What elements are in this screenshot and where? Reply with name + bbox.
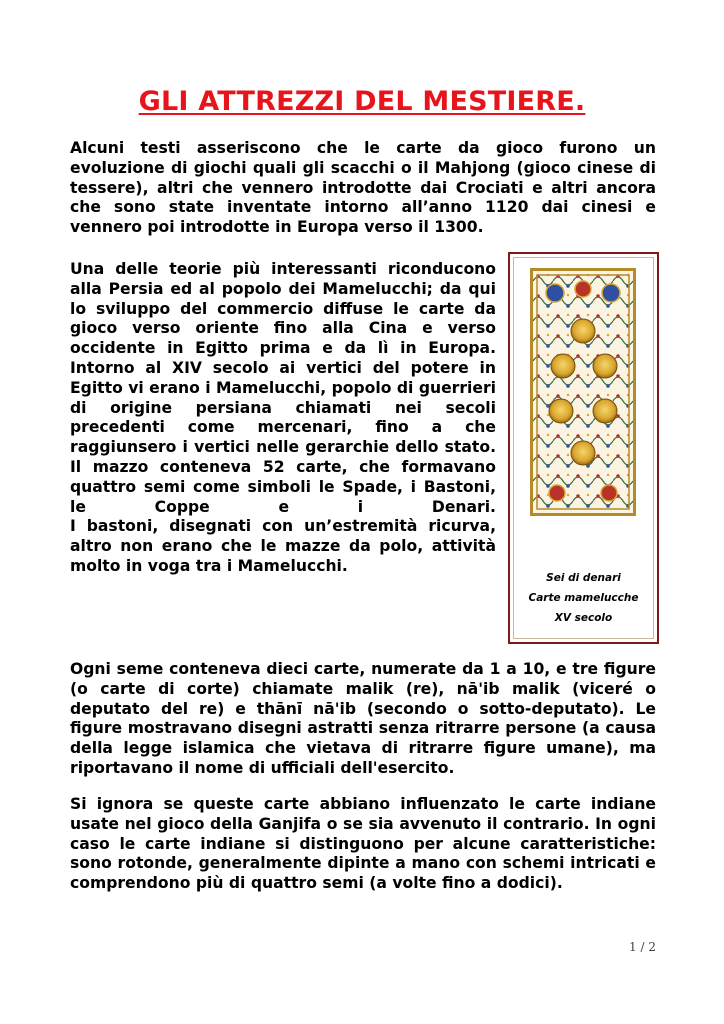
egitto-paragraph: Intorno al XIV secolo ai vertici del potere in Egitto vi erano i Mamelucchi, popolo di guerrieri di origine persiana chiamati nei secoli precedenti come mercenari, fino a che raggiunsero i vertici nelle gerarchie dello stato.: [70, 358, 496, 457]
page-number: 1 / 2: [629, 940, 656, 954]
text-column: [70, 260, 496, 577]
six-of-coins-illustration: [533, 271, 633, 513]
mameluke-card-image: [530, 268, 636, 516]
figure-caption-type: Carte mamelucche: [528, 592, 639, 604]
ganjifa-paragraph: Si ignora se queste carte abbiano influenzato le carte indiane usate nel gioco della Ganjifa o se sia avvenuto il contrario. In ogni caso le carte indiane si distinguono per alcune caratteristiche: sono rotonde, generalmente dipinte a mano con schemi intricati e comprendono più di quattro semi (a volte fino a dodici).: [70, 795, 656, 893]
persia-paragraph: Una delle teorie più interessanti riconducono alla Persia ed al popolo dei Mamelucchi; da qui lo sviluppo del commercio diffuse le carte da gioco verso oriente fino alla Cina e verso occidente in Egitto prima e da lì in Europa.: [70, 260, 496, 358]
figure-caption-century: XV secolo: [554, 612, 613, 624]
page-title: GLI ATTREZZI DEL MESTIERE.: [138, 86, 586, 117]
mazzo-paragraph: Il mazzo conteneva 52 carte, che formavano quattro semi come simboli le Spade, i Bastoni, le Coppe e i Denari.: [70, 457, 496, 516]
figure-caption-title: Sei di denari: [546, 572, 621, 584]
seme-paragraph: Ogni seme conteneva dieci carte, numerate da 1 a 10, e tre figure (o carte di corte) chiamate malik (re), nā'ib malik (viceré o deputato del re) e thānī nā'ib (secondo o sotto-deputato). Le figure mostravano disegni astratti senza ritrarre persone (a causa della legge islamica che vietava di ritrarre figure umane), ma riportavano il nome di ufficiali dell'esercito.: [70, 660, 656, 777]
figure-frame: [508, 252, 659, 644]
bastoni-paragraph: I bastoni, disegnati con un’estremità ricurva, altro non erano che le mazze da polo, attività molto in voga tra i Mamelucchi.: [70, 517, 496, 575]
intro-paragraph: Alcuni testi asseriscono che le carte da gioco furono un evoluzione di giochi quali gli scacchi o il Mahjong (gioco cinese di tessere), altri che vennero introdotte dai Crociati e altri ancora che sono state inventate intorno all’anno 1120 dai cinesi e vennero poi introdotte in Europa verso il 1300.: [70, 139, 656, 237]
